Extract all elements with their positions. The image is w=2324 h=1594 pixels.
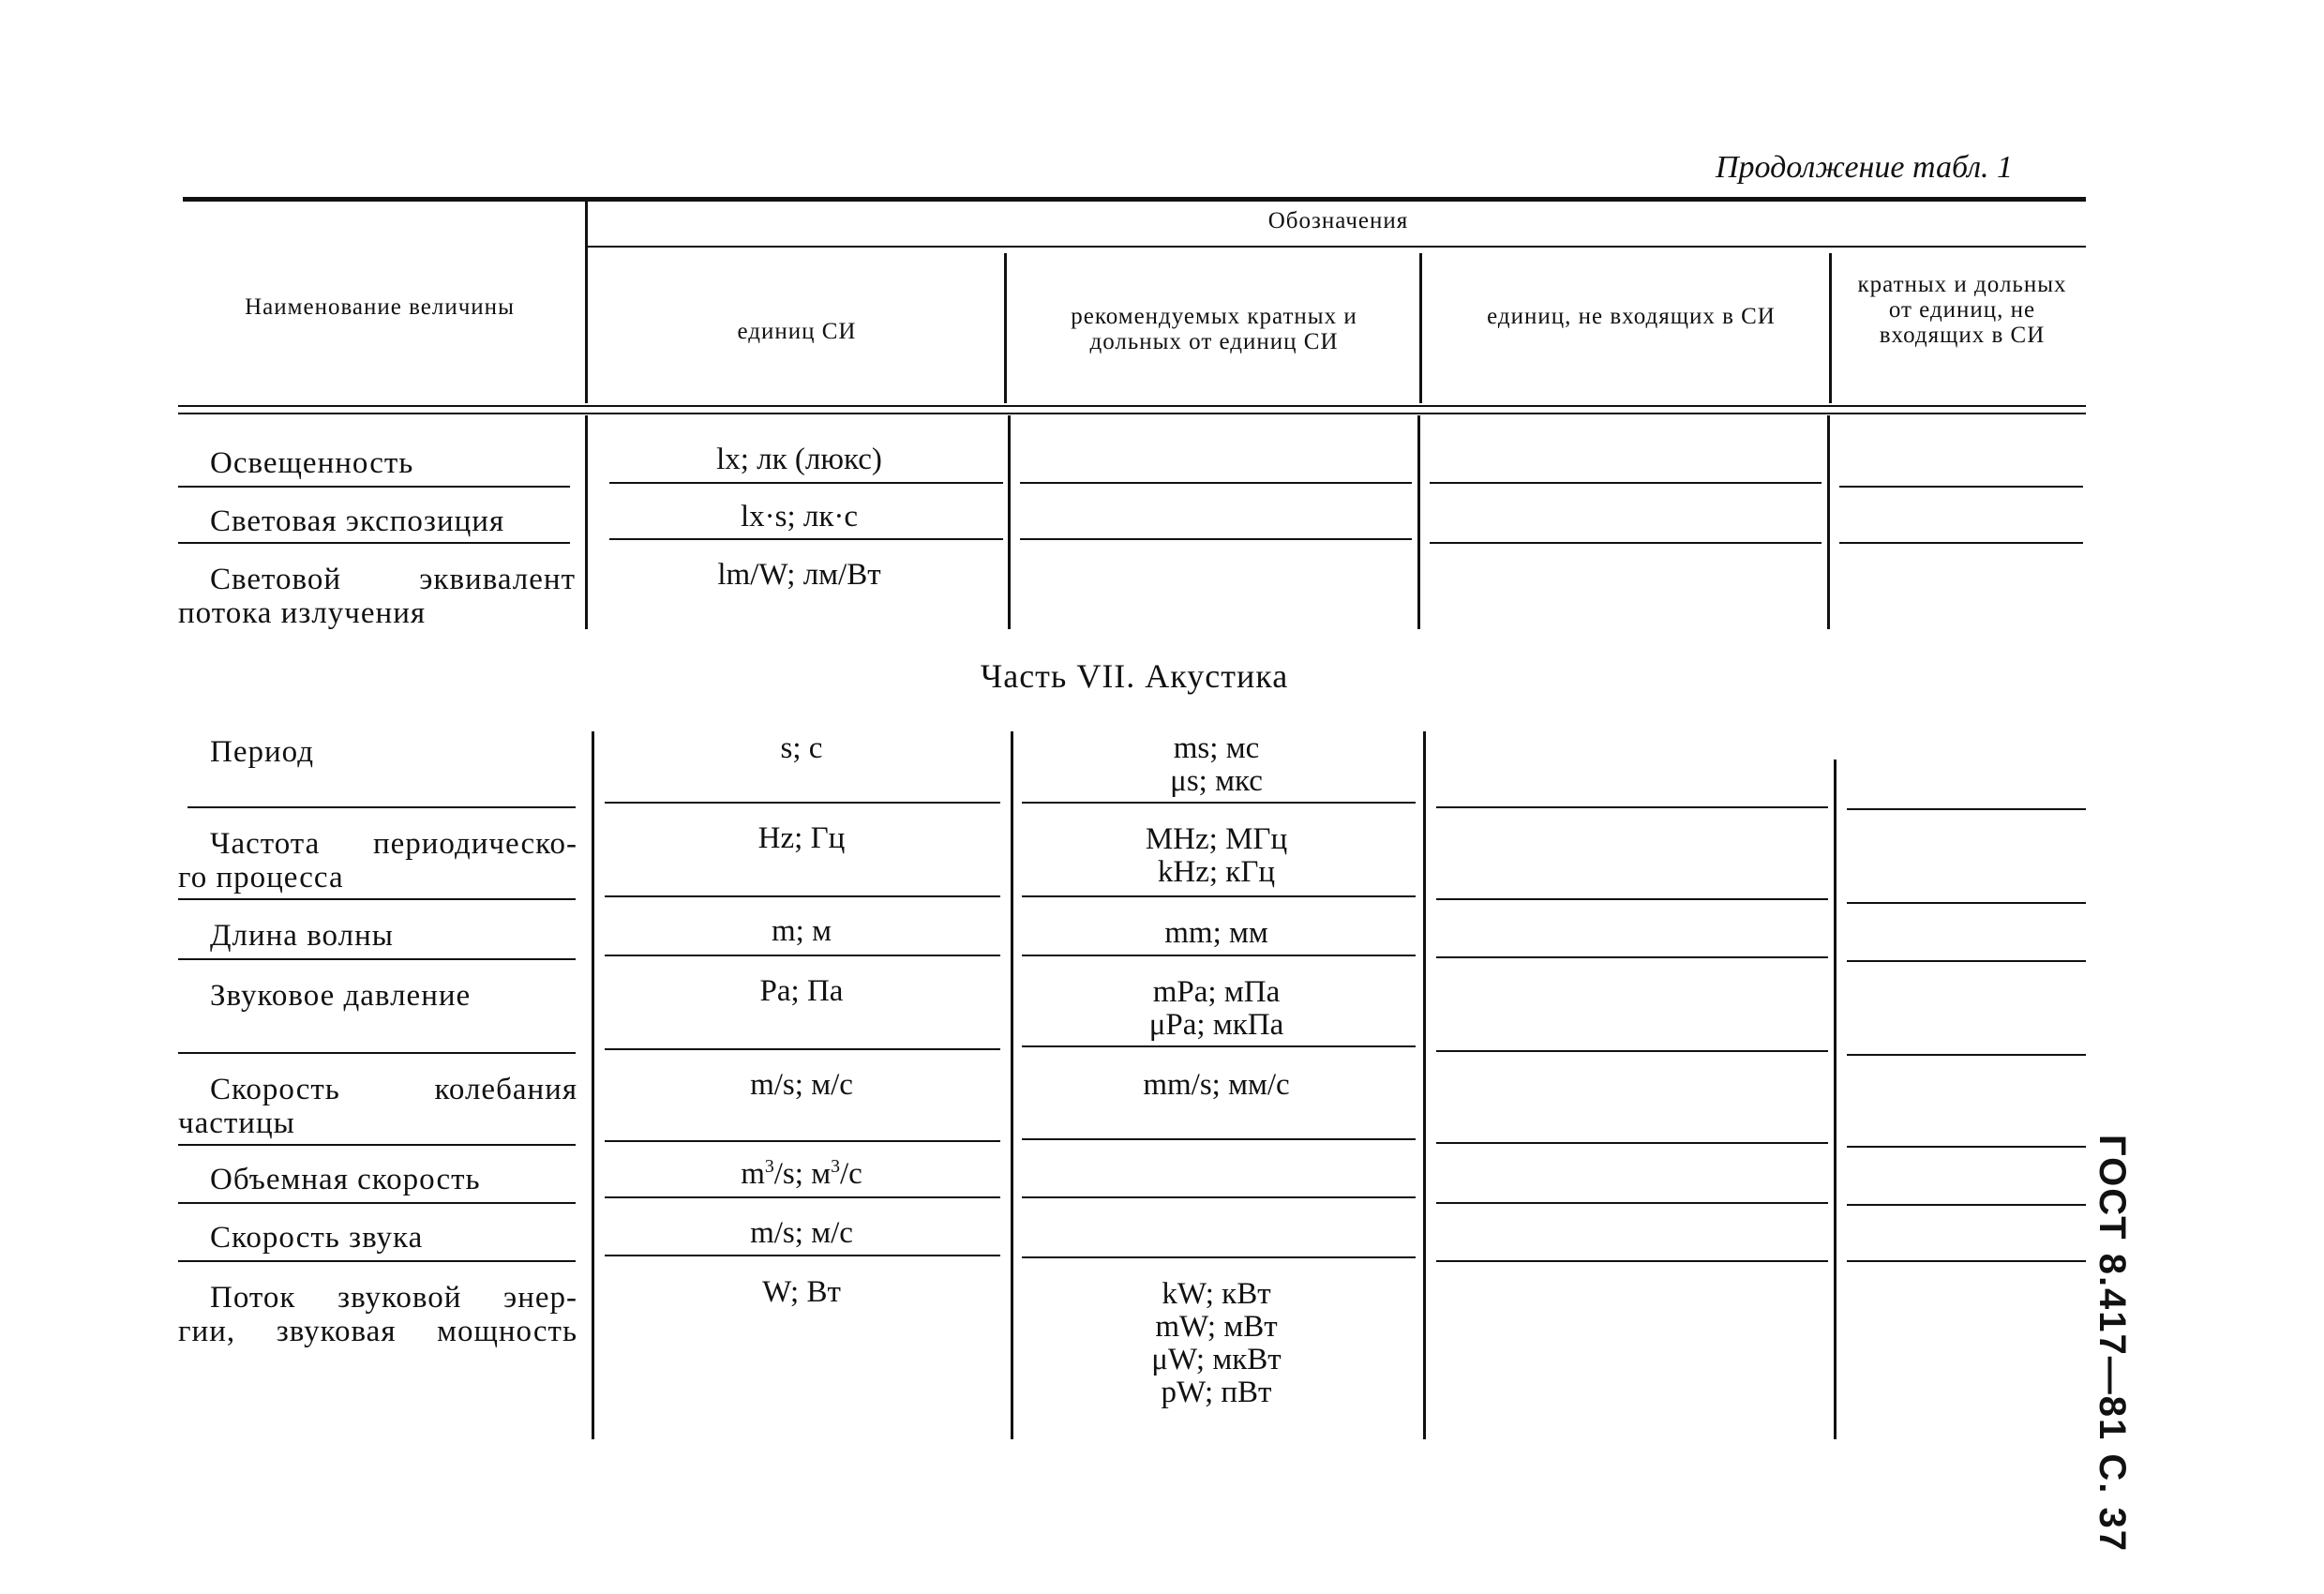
row-rule xyxy=(1436,806,1828,808)
row-name-continued: частицы xyxy=(178,1106,295,1140)
header-multiples: рекомендуемых кратных и дольных от единиц СИ xyxy=(1071,304,1357,354)
cell-multiple: μW; мкВт xyxy=(1151,1343,1282,1376)
row-rule xyxy=(1847,1054,2086,1056)
acoustics-divider-2 xyxy=(1423,731,1426,1439)
cell-si: m; м xyxy=(772,914,832,948)
row-rule xyxy=(187,806,576,808)
row-rule xyxy=(178,958,576,960)
row-rule xyxy=(1847,960,2086,962)
cell-multiple: μs; мкс xyxy=(1170,764,1263,798)
row-rule xyxy=(1022,1256,1416,1258)
row-name: Световая экспозиция xyxy=(210,504,505,538)
row-rule xyxy=(1430,542,1822,544)
row-rule xyxy=(1430,482,1822,484)
acoustics-divider-0 xyxy=(592,731,594,1439)
row-rule xyxy=(1847,1146,2086,1148)
cell-multiple: mm/s; мм/с xyxy=(1143,1068,1290,1102)
top-divider-0 xyxy=(585,415,588,629)
row-rule xyxy=(1839,542,2083,544)
row-rule xyxy=(1847,1204,2086,1206)
cell-si: m/s; м/с xyxy=(750,1068,853,1102)
row-rule xyxy=(1020,538,1412,540)
top-divider-3 xyxy=(1827,415,1830,629)
row-rule xyxy=(178,1144,576,1146)
cell-multiple: μPa; мкПа xyxy=(1148,1008,1284,1042)
row-rule xyxy=(605,955,1000,956)
row-rule xyxy=(1436,898,1828,900)
row-rule xyxy=(605,1048,1000,1050)
cell-multiple: mPa; мПа xyxy=(1152,975,1281,1009)
cell-si xyxy=(600,1157,1003,1192)
row-rule xyxy=(609,538,1003,540)
top-divider-1 xyxy=(1008,415,1011,629)
cell-si: lm/W; лм/Вт xyxy=(717,558,881,592)
row-rule xyxy=(1022,1196,1416,1198)
row-name: Скорость колебания xyxy=(210,1073,577,1106)
row-name-continued: гии, звуковая мощность xyxy=(178,1315,577,1348)
header-col-divider-2 xyxy=(1419,253,1422,403)
row-rule xyxy=(1847,902,2086,904)
row-rule xyxy=(609,482,1003,484)
cell-si: lx; лк (люкс) xyxy=(716,443,882,476)
header-non-si: единиц, не входящих в СИ xyxy=(1487,304,1776,329)
row-rule xyxy=(178,1202,576,1204)
row-rule xyxy=(178,1052,576,1054)
row-rule xyxy=(1436,1202,1828,1204)
row-rule xyxy=(605,802,1000,804)
row-name: Период xyxy=(210,735,314,769)
header-non-si-multiples: кратных и дольных от единиц, не входящих в СИ xyxy=(1857,272,2067,348)
row-name: Поток звуковой энер- xyxy=(210,1281,577,1315)
row-name-continued: го процесса xyxy=(178,861,344,895)
row-rule xyxy=(1436,956,1828,958)
row-rule xyxy=(1436,1260,1828,1262)
row-rule xyxy=(1436,1142,1828,1144)
row-rule xyxy=(178,898,576,900)
row-rule xyxy=(1022,802,1416,804)
cell-si-exponent: 3 xyxy=(764,1156,774,1177)
row-name-continued: потока излучения xyxy=(178,596,427,630)
row-name: Частота периодическо- xyxy=(210,827,577,861)
header-col-divider-1 xyxy=(1004,253,1007,403)
row-rule xyxy=(1022,1138,1416,1140)
header-name-column: Наименование величины xyxy=(245,294,515,320)
header-bottom-rule-2 xyxy=(178,413,2086,414)
cell-si: m/s; м/с xyxy=(750,1216,853,1250)
header-designations: Обозначения xyxy=(1267,208,1409,233)
cell-si: lx·s; лк·с xyxy=(740,500,859,534)
cell-multiple: MHz; МГц xyxy=(1145,822,1288,856)
row-name: Длина волны xyxy=(210,919,394,953)
cell-si-part: /с xyxy=(839,1157,862,1191)
header-si-units: единиц СИ xyxy=(737,319,857,344)
header-col-divider-3 xyxy=(1829,253,1832,403)
cell-si: W; Вт xyxy=(762,1275,841,1309)
row-rule xyxy=(1022,955,1416,956)
table-continuation-caption: Продолжение табл. 1 xyxy=(1716,150,2014,185)
cell-multiple: kHz; кГц xyxy=(1157,855,1276,889)
cell-si: Pa; Па xyxy=(759,974,844,1008)
row-rule xyxy=(1847,1260,2086,1262)
acoustics-divider-1 xyxy=(1011,731,1013,1439)
cell-si: Hz; Гц xyxy=(757,821,846,855)
top-divider-2 xyxy=(1417,415,1420,629)
row-name: Освещенность xyxy=(210,446,414,480)
table-top-rule xyxy=(183,197,2086,202)
row-rule xyxy=(178,486,570,488)
cell-si-part: /s; м xyxy=(773,1157,832,1191)
cell-multiple: ms; мс xyxy=(1173,731,1260,765)
header-name-divider xyxy=(585,199,588,403)
cell-si: s; с xyxy=(780,731,823,765)
row-rule xyxy=(605,1196,1000,1198)
row-rule xyxy=(178,542,570,544)
row-name: Световой эквивалент xyxy=(210,563,576,596)
cell-multiple: mW; мВт xyxy=(1155,1310,1278,1344)
standard-page-label: ГОСТ 8.417—81 С. 37 xyxy=(2092,1135,2133,1554)
row-rule xyxy=(1022,895,1416,897)
row-rule xyxy=(178,1260,576,1262)
row-name: Скорость звука xyxy=(210,1221,424,1255)
cell-si-part: m xyxy=(741,1157,765,1191)
cell-si-exponent: 3 xyxy=(831,1156,840,1177)
acoustics-divider-3 xyxy=(1834,759,1837,1439)
row-rule xyxy=(1020,482,1412,484)
row-rule xyxy=(1022,1045,1416,1047)
row-rule xyxy=(1847,808,2086,810)
row-rule xyxy=(1839,486,2083,488)
cell-multiple: kW; кВт xyxy=(1162,1277,1271,1311)
row-rule xyxy=(605,1140,1000,1142)
header-bottom-rule-1 xyxy=(178,405,2086,407)
cell-multiple: pW; пВт xyxy=(1161,1376,1272,1409)
row-name: Звуковое давление xyxy=(210,979,472,1013)
row-rule xyxy=(1436,1050,1828,1052)
section-title: Часть VII. Акустика xyxy=(980,657,1289,695)
cell-multiple: mm; мм xyxy=(1164,916,1268,950)
row-rule xyxy=(605,1255,1000,1256)
row-name: Объемная скорость xyxy=(210,1163,481,1196)
row-rule xyxy=(605,895,1000,897)
header-group-rule xyxy=(588,246,2086,248)
